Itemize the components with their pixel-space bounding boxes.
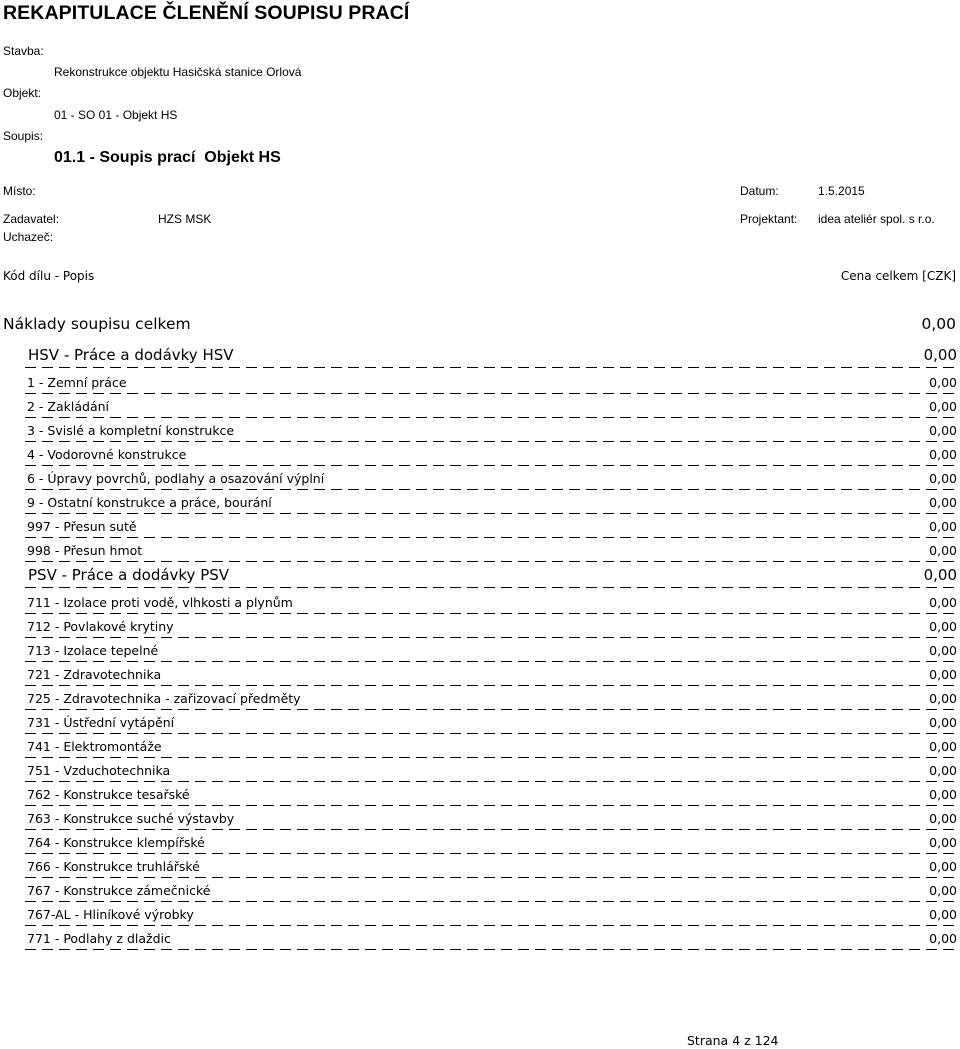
row-price: 0,00 [929,907,957,922]
row-name: 767-AL - Hliníkové výrobky [27,907,194,922]
list-item [25,542,960,562]
dashed-separator [25,367,960,369]
row-price: 0,00 [929,931,957,946]
dashed-separator [25,805,960,807]
row-name: 6 - Úpravy povrchů, podlahy a osazování výplní [27,471,325,486]
row-name: HSV - Práce a dodávky HSV [28,346,234,364]
row-price: 0,00 [929,495,957,510]
row-price: 0,00 [929,447,957,462]
dashed-separator [25,949,960,951]
list-item [25,642,960,662]
row-price: 0,00 [929,859,957,874]
row-name: 2 - Zakládání [27,399,109,414]
list-item [25,618,960,638]
zadavatel-value: HZS MSK [158,212,212,226]
dashed-separator [25,587,960,589]
dashed-separator [25,781,960,783]
datum-value: 1.5.2015 [818,184,865,198]
row-name: 9 - Ostatní konstrukce a práce, bourání [27,495,272,510]
dashed-separator [25,561,960,563]
row-name: 762 - Konstrukce tesařské [27,787,190,802]
row-price: 0,00 [929,763,957,778]
row-name: 998 - Přesun hmot [27,543,143,558]
list-item [25,422,960,442]
soupis-value: 01.1 - Soupis prací Objekt HS [54,149,281,166]
list-item [25,858,960,878]
list-item [25,738,960,758]
dashed-separator [25,613,960,615]
datum-label: Datum: [740,184,779,198]
list-item [25,470,960,490]
dashed-separator [25,637,960,639]
row-name: 767 - Konstrukce zámečnické [27,883,211,898]
dashed-separator [25,733,960,735]
row-price: 0,00 [929,691,957,706]
list-item [25,494,960,514]
list-item [25,690,960,710]
row-price: 0,00 [929,619,957,634]
row-name: 731 - Ústřední vytápění [27,715,175,730]
list-item [25,810,960,830]
row-price: 0,00 [929,883,957,898]
list-item [25,762,960,782]
row-price: 0,00 [929,471,957,486]
objekt-value: 01 - SO 01 - Objekt HS [54,108,178,122]
list-item [25,714,960,734]
dashed-separator [25,417,960,419]
dashed-separator [25,489,960,491]
row-name: 721 - Zdravotechnika [27,667,162,682]
row-name: 712 - Povlakové krytiny [27,619,174,634]
row-price: 0,00 [929,643,957,658]
row-name: 741 - Elektromontáže [27,739,162,754]
dashed-separator [25,709,960,711]
list-item [25,930,960,950]
row-name: 997 - Přesun sutě [27,519,137,534]
dashed-separator [25,925,960,927]
row-price: 0,00 [929,519,957,534]
list-item [25,666,960,686]
list-item [25,446,960,466]
uchazec-label: Uchazeč: [3,230,54,244]
list-item [25,374,960,394]
dashed-separator [25,441,960,443]
row-price: 0,00 [929,835,957,850]
list-item [25,882,960,902]
dashed-separator [25,393,960,395]
column-header-kod: Kód dílu - Popis [3,269,95,283]
row-price: 0,00 [929,787,957,802]
row-name: 766 - Konstrukce truhlářské [27,859,200,874]
list-item [25,594,960,614]
projektant-label: Projektant: [740,212,798,226]
projektant-value: idea ateliér spol. s r.o. [818,212,935,226]
dashed-separator [25,853,960,855]
row-price: 0,00 [929,739,957,754]
row-price: 0,00 [929,543,957,558]
row-price: 0,00 [923,346,957,364]
summary-label: Náklady soupisu celkem [3,315,191,333]
dashed-separator [25,661,960,663]
document-title: REKAPITULACE ČLENĚNÍ SOUPISU PRACÍ [3,2,410,24]
row-price: 0,00 [929,399,957,414]
row-price: 0,00 [929,811,957,826]
row-name: 764 - Konstrukce klempířské [27,835,205,850]
row-price: 0,00 [923,566,957,584]
zadavatel-label: Zadavatel: [3,212,60,226]
stavba-label: Stavba: [3,44,44,58]
row-price: 0,00 [929,423,957,438]
row-name: 763 - Konstrukce suché výstavby [27,811,235,826]
list-item [25,906,960,926]
soupis-label: Soupis: [3,129,44,143]
row-price: 0,00 [929,375,957,390]
row-price: 0,00 [929,595,957,610]
row-name: 3 - Svislé a kompletní konstrukce [27,423,235,438]
list-item [25,518,960,538]
row-price: 0,00 [929,715,957,730]
row-name: 751 - Vzduchotechnika [27,763,171,778]
row-name: 1 - Zemní práce [27,375,127,390]
row-price: 0,00 [929,667,957,682]
dashed-separator [25,901,960,903]
summary-total: 0,00 [921,315,956,333]
dashed-separator [25,757,960,759]
column-header-cena: Cena celkem [CZK] [840,269,956,283]
row-name: 711 - Izolace proti vodě, vlhkosti a plynům [27,595,293,610]
list-item [25,398,960,418]
dashed-separator [25,829,960,831]
objekt-label: Objekt: [3,86,42,100]
list-item [25,786,960,806]
row-name: PSV - Práce a dodávky PSV [28,566,230,584]
dashed-separator [25,537,960,539]
row-name: 771 - Podlahy z dlaždic [27,931,171,946]
row-name: 725 - Zdravotechnika - zařizovací předměty [27,691,301,706]
page-number: Strana 4 z 124 [687,1033,779,1048]
row-name: 4 - Vodorovné konstrukce [27,447,187,462]
dashed-separator [25,877,960,879]
stavba-value: Rekonstrukce objektu Hasičská stanice Orlová [54,65,302,79]
dashed-separator [25,513,960,515]
list-item [25,834,960,854]
dashed-separator [25,465,960,467]
row-name: 713 - Izolace tepelné [27,643,159,658]
dashed-separator [25,685,960,687]
group-row [25,344,960,368]
group-row [25,564,960,588]
misto-label: Místo: [3,184,36,198]
